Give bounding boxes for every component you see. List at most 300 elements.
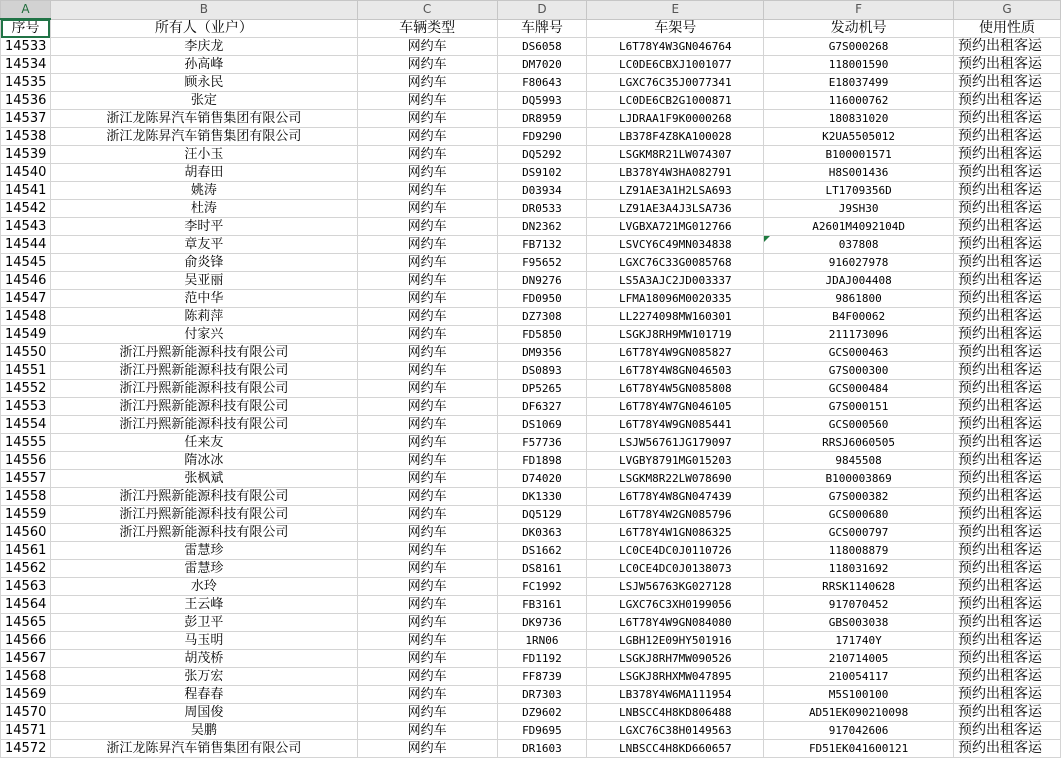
vin-cell[interactable]: L6T78Y4W9GN084080 xyxy=(587,614,764,632)
plate-cell[interactable]: DM9356 xyxy=(497,344,587,362)
engine-cell[interactable]: G7S000151 xyxy=(764,398,954,416)
vehicle-type-cell[interactable]: 网约车 xyxy=(357,488,497,506)
vehicle-type-cell[interactable]: 网约车 xyxy=(357,398,497,416)
vin-cell[interactable]: LS5A3AJC2JD003337 xyxy=(587,272,764,290)
seq-cell[interactable]: 14560 xyxy=(1,524,51,542)
plate-cell[interactable]: DM7020 xyxy=(497,56,587,74)
usage-cell[interactable]: 预约出租客运 xyxy=(954,308,1061,326)
vin-cell[interactable]: LSGKJ8RHXMW047895 xyxy=(587,668,764,686)
usage-cell[interactable]: 预约出租客运 xyxy=(954,560,1061,578)
owner-cell[interactable]: 姚涛 xyxy=(50,182,357,200)
seq-cell[interactable]: 14533 xyxy=(1,38,51,56)
engine-cell[interactable]: 116000762 xyxy=(764,92,954,110)
plate-cell[interactable]: DQ5993 xyxy=(497,92,587,110)
usage-cell[interactable]: 预约出租客运 xyxy=(954,524,1061,542)
vehicle-type-cell[interactable]: 网约车 xyxy=(357,722,497,740)
vin-cell[interactable]: LB378Y4W3HA082791 xyxy=(587,164,764,182)
engine-cell[interactable]: 171740Y xyxy=(764,632,954,650)
engine-cell[interactable]: AD51EK090210098 xyxy=(764,704,954,722)
owner-cell[interactable]: 雷慧珍 xyxy=(50,542,357,560)
plate-cell[interactable]: DS0893 xyxy=(497,362,587,380)
usage-cell[interactable]: 预约出租客运 xyxy=(954,128,1061,146)
vehicle-type-cell[interactable]: 网约车 xyxy=(357,740,497,758)
engine-cell[interactable]: H8S001436 xyxy=(764,164,954,182)
vin-cell[interactable]: LGXC76C33G0085768 xyxy=(587,254,764,272)
usage-cell[interactable]: 预约出租客运 xyxy=(954,632,1061,650)
usage-cell[interactable]: 预约出租客运 xyxy=(954,290,1061,308)
usage-cell[interactable]: 预约出租客运 xyxy=(954,740,1061,758)
plate-cell[interactable]: DS1069 xyxy=(497,416,587,434)
vin-cell[interactable]: LSGKJ8RH9MW101719 xyxy=(587,326,764,344)
seq-cell[interactable]: 14554 xyxy=(1,416,51,434)
column-letter-G[interactable]: G xyxy=(954,1,1061,20)
seq-cell[interactable]: 14548 xyxy=(1,308,51,326)
plate-cell[interactable]: DP5265 xyxy=(497,380,587,398)
owner-cell[interactable]: 隋冰冰 xyxy=(50,452,357,470)
vehicle-type-cell[interactable]: 网约车 xyxy=(357,542,497,560)
seq-cell[interactable]: 14567 xyxy=(1,650,51,668)
usage-cell[interactable]: 预约出租客运 xyxy=(954,164,1061,182)
engine-cell[interactable]: GCS000797 xyxy=(764,524,954,542)
seq-cell[interactable]: 14549 xyxy=(1,326,51,344)
seq-cell[interactable]: 14537 xyxy=(1,110,51,128)
plate-cell[interactable]: FD5850 xyxy=(497,326,587,344)
usage-cell[interactable]: 预约出租客运 xyxy=(954,578,1061,596)
engine-cell[interactable]: E18037499 xyxy=(764,74,954,92)
seq-cell[interactable]: 14558 xyxy=(1,488,51,506)
plate-cell[interactable]: DK9736 xyxy=(497,614,587,632)
vehicle-type-cell[interactable]: 网约车 xyxy=(357,650,497,668)
engine-cell[interactable]: 037808 xyxy=(764,236,954,254)
usage-cell[interactable]: 预约出租客运 xyxy=(954,236,1061,254)
engine-cell[interactable]: RRSJ6060505 xyxy=(764,434,954,452)
usage-cell[interactable]: 预约出租客运 xyxy=(954,416,1061,434)
usage-cell[interactable]: 预约出租客运 xyxy=(954,470,1061,488)
plate-cell[interactable]: DK1330 xyxy=(497,488,587,506)
plate-cell[interactable]: F57736 xyxy=(497,434,587,452)
vin-cell[interactable]: LSJW56761JG179097 xyxy=(587,434,764,452)
vin-cell[interactable]: L6T78Y4W7GN046105 xyxy=(587,398,764,416)
usage-cell[interactable]: 预约出租客运 xyxy=(954,506,1061,524)
usage-cell[interactable]: 预约出租客运 xyxy=(954,398,1061,416)
plate-cell[interactable]: DN9276 xyxy=(497,272,587,290)
plate-cell[interactable]: DK0363 xyxy=(497,524,587,542)
plate-cell[interactable]: D74020 xyxy=(497,470,587,488)
seq-cell[interactable]: 14536 xyxy=(1,92,51,110)
vehicle-type-cell[interactable]: 网约车 xyxy=(357,344,497,362)
owner-cell[interactable]: 浙江丹熙新能源科技有限公司 xyxy=(50,398,357,416)
vin-cell[interactable]: LGXC76C38H0149563 xyxy=(587,722,764,740)
engine-cell[interactable]: LT1709356D xyxy=(764,182,954,200)
vehicle-type-cell[interactable]: 网约车 xyxy=(357,704,497,722)
plate-cell[interactable]: FD1898 xyxy=(497,452,587,470)
plate-cell[interactable]: DR1603 xyxy=(497,740,587,758)
usage-cell[interactable]: 预约出租客运 xyxy=(954,542,1061,560)
engine-cell[interactable]: JDAJ004408 xyxy=(764,272,954,290)
owner-cell[interactable]: 浙江龙陈昇汽车销售集团有限公司 xyxy=(50,110,357,128)
vin-cell[interactable]: LB378Y4W6MA111954 xyxy=(587,686,764,704)
plate-cell[interactable]: DS6058 xyxy=(497,38,587,56)
plate-cell[interactable]: DQ5129 xyxy=(497,506,587,524)
seq-cell[interactable]: 14547 xyxy=(1,290,51,308)
seq-cell[interactable]: 14564 xyxy=(1,596,51,614)
plate-cell[interactable]: DR8959 xyxy=(497,110,587,128)
engine-cell[interactable]: M5S100100 xyxy=(764,686,954,704)
vehicle-type-cell[interactable]: 网约车 xyxy=(357,38,497,56)
usage-cell[interactable]: 预约出租客运 xyxy=(954,272,1061,290)
plate-cell[interactable]: DR7303 xyxy=(497,686,587,704)
seq-cell[interactable]: 14572 xyxy=(1,740,51,758)
vin-cell[interactable]: LC0CE4DC0J0110726 xyxy=(587,542,764,560)
engine-cell[interactable]: GBS003038 xyxy=(764,614,954,632)
vin-cell[interactable]: L6T78Y4W9GN085827 xyxy=(587,344,764,362)
owner-cell[interactable]: 浙江丹熙新能源科技有限公司 xyxy=(50,344,357,362)
plate-cell[interactable]: FB7132 xyxy=(497,236,587,254)
seq-cell[interactable]: 14544 xyxy=(1,236,51,254)
plate-cell[interactable]: 1RN06 xyxy=(497,632,587,650)
vin-cell[interactable]: LC0CE4DC0J0138073 xyxy=(587,560,764,578)
plate-cell[interactable]: F80643 xyxy=(497,74,587,92)
engine-cell[interactable]: J9SH30 xyxy=(764,200,954,218)
engine-cell[interactable]: GCS000463 xyxy=(764,344,954,362)
vehicle-type-cell[interactable]: 网约车 xyxy=(357,200,497,218)
seq-cell[interactable]: 14556 xyxy=(1,452,51,470)
vehicle-type-cell[interactable]: 网约车 xyxy=(357,506,497,524)
engine-cell[interactable]: K2UA5505012 xyxy=(764,128,954,146)
usage-cell[interactable]: 预约出租客运 xyxy=(954,74,1061,92)
vehicle-type-cell[interactable]: 网约车 xyxy=(357,110,497,128)
column-letter-D[interactable]: D xyxy=(497,1,587,20)
plate-cell[interactable]: DF6327 xyxy=(497,398,587,416)
seq-cell[interactable]: 14559 xyxy=(1,506,51,524)
usage-cell[interactable]: 预约出租客运 xyxy=(954,146,1061,164)
engine-cell[interactable]: 211173096 xyxy=(764,326,954,344)
vehicle-type-cell[interactable]: 网约车 xyxy=(357,434,497,452)
engine-cell[interactable]: 917070452 xyxy=(764,596,954,614)
plate-cell[interactable]: DS8161 xyxy=(497,560,587,578)
vehicle-type-cell[interactable]: 网约车 xyxy=(357,56,497,74)
owner-cell[interactable]: 浙江龙陈昇汽车销售集团有限公司 xyxy=(50,128,357,146)
usage-cell[interactable]: 预约出租客运 xyxy=(954,344,1061,362)
vin-cell[interactable]: LL2274098MW160301 xyxy=(587,308,764,326)
table-row xyxy=(1,56,1061,74)
owner-cell[interactable]: 水玲 xyxy=(50,578,357,596)
engine-cell[interactable]: FD51EK041600121 xyxy=(764,740,954,758)
vehicle-type-cell[interactable]: 网约车 xyxy=(357,290,497,308)
engine-cell[interactable]: G7S000382 xyxy=(764,488,954,506)
plate-cell[interactable]: DR0533 xyxy=(497,200,587,218)
vin-cell[interactable]: LSVCY6C49MN034838 xyxy=(587,236,764,254)
owner-cell[interactable]: 吴亚丽 xyxy=(50,272,357,290)
vin-cell[interactable]: LC0DE6CBXJ1001077 xyxy=(587,56,764,74)
column-letter-A[interactable]: A xyxy=(1,1,51,20)
owner-cell[interactable]: 周国俊 xyxy=(50,704,357,722)
seq-cell[interactable]: 14565 xyxy=(1,614,51,632)
vin-cell[interactable]: L6T78Y4W9GN085441 xyxy=(587,416,764,434)
seq-cell[interactable]: 14568 xyxy=(1,668,51,686)
engine-cell[interactable]: 210714005 xyxy=(764,650,954,668)
vin-cell[interactable]: L6T78Y4W3GN046764 xyxy=(587,38,764,56)
engine-cell[interactable]: B4F00062 xyxy=(764,308,954,326)
engine-cell[interactable]: RRSK1140628 xyxy=(764,578,954,596)
seq-cell[interactable]: 14566 xyxy=(1,632,51,650)
vin-cell[interactable]: LVGBXA721MG012766 xyxy=(587,218,764,236)
table-row xyxy=(1,272,1061,290)
vin-cell[interactable]: L6T78Y4W8GN047439 xyxy=(587,488,764,506)
vin-cell[interactable]: LC0DE6CB2G1000871 xyxy=(587,92,764,110)
owner-cell[interactable]: 浙江丹熙新能源科技有限公司 xyxy=(50,380,357,398)
column-letter-C[interactable]: C xyxy=(357,1,497,20)
owner-cell[interactable]: 李时平 xyxy=(50,218,357,236)
plate-cell[interactable]: FC1992 xyxy=(497,578,587,596)
vehicle-type-cell[interactable]: 网约车 xyxy=(357,578,497,596)
table-row xyxy=(1,308,1061,326)
seq-cell[interactable]: 14570 xyxy=(1,704,51,722)
seq-cell[interactable]: 14538 xyxy=(1,128,51,146)
header-cell-engine[interactable]: 发动机号 xyxy=(764,19,954,38)
engine-cell[interactable]: G7S000268 xyxy=(764,38,954,56)
engine-cell[interactable]: 9861800 xyxy=(764,290,954,308)
vin-cell[interactable]: L6T78Y4W8GN046503 xyxy=(587,362,764,380)
vehicle-type-cell[interactable]: 网约车 xyxy=(357,668,497,686)
vehicle-type-cell[interactable]: 网约车 xyxy=(357,182,497,200)
vehicle-type-cell[interactable]: 网约车 xyxy=(357,560,497,578)
seq-cell[interactable]: 14557 xyxy=(1,470,51,488)
seq-cell[interactable]: 14545 xyxy=(1,254,51,272)
header-cell-vin[interactable]: 车架号 xyxy=(587,19,764,38)
engine-cell[interactable]: 9845508 xyxy=(764,452,954,470)
vehicle-type-cell[interactable]: 网约车 xyxy=(357,524,497,542)
usage-cell[interactable]: 预约出租客运 xyxy=(954,254,1061,272)
vin-cell[interactable]: LVGBY8791MG015203 xyxy=(587,452,764,470)
engine-cell[interactable]: GCS000680 xyxy=(764,506,954,524)
plate-cell[interactable]: DS9102 xyxy=(497,164,587,182)
seq-cell[interactable]: 14563 xyxy=(1,578,51,596)
header-row xyxy=(1,19,1061,38)
owner-cell[interactable]: 马玉明 xyxy=(50,632,357,650)
plate-cell[interactable]: DN2362 xyxy=(497,218,587,236)
owner-cell[interactable]: 浙江丹熙新能源科技有限公司 xyxy=(50,506,357,524)
seq-cell[interactable]: 14569 xyxy=(1,686,51,704)
vehicle-type-cell[interactable]: 网约车 xyxy=(357,470,497,488)
header-cell-seq[interactable]: 序号 xyxy=(1,19,51,38)
usage-cell[interactable]: 预约出租客运 xyxy=(954,182,1061,200)
owner-cell[interactable]: 胡春田 xyxy=(50,164,357,182)
owner-cell[interactable]: 陈莉萍 xyxy=(50,308,357,326)
usage-cell[interactable]: 预约出租客运 xyxy=(954,218,1061,236)
usage-cell[interactable]: 预约出租客运 xyxy=(954,434,1061,452)
usage-cell[interactable]: 预约出租客运 xyxy=(954,488,1061,506)
vin-cell[interactable]: LJDRAA1F9K0000268 xyxy=(587,110,764,128)
owner-cell[interactable]: 顾永民 xyxy=(50,74,357,92)
vehicle-type-cell[interactable]: 网约车 xyxy=(357,326,497,344)
usage-cell[interactable]: 预约出租客运 xyxy=(954,704,1061,722)
vin-cell[interactable]: LSGKM8R21LW074307 xyxy=(587,146,764,164)
vehicle-type-cell[interactable]: 网约车 xyxy=(357,254,497,272)
vehicle-type-cell[interactable]: 网约车 xyxy=(357,452,497,470)
engine-cell[interactable]: 180831020 xyxy=(764,110,954,128)
owner-cell[interactable]: 浙江龙陈昇汽车销售集团有限公司 xyxy=(50,740,357,758)
usage-cell[interactable]: 预约出租客运 xyxy=(954,668,1061,686)
owner-cell[interactable]: 张枫斌 xyxy=(50,470,357,488)
plate-cell[interactable]: FD0950 xyxy=(497,290,587,308)
owner-cell[interactable]: 浙江丹熙新能源科技有限公司 xyxy=(50,524,357,542)
vin-cell[interactable]: L6T78Y4W2GN085796 xyxy=(587,506,764,524)
engine-cell[interactable]: G7S000300 xyxy=(764,362,954,380)
plate-cell[interactable]: FD9695 xyxy=(497,722,587,740)
owner-cell[interactable]: 章友平 xyxy=(50,236,357,254)
vin-cell[interactable]: LSGKJ8RH7MW090526 xyxy=(587,650,764,668)
owner-cell[interactable]: 胡茂桥 xyxy=(50,650,357,668)
plate-cell[interactable]: F95652 xyxy=(497,254,587,272)
header-cell-vehicle-type[interactable]: 车辆类型 xyxy=(357,19,497,38)
column-letter-B[interactable]: B xyxy=(50,1,357,20)
vehicle-type-cell[interactable]: 网约车 xyxy=(357,416,497,434)
plate-cell[interactable]: DZ7308 xyxy=(497,308,587,326)
seq-cell[interactable]: 14546 xyxy=(1,272,51,290)
owner-cell[interactable]: 浙江丹熙新能源科技有限公司 xyxy=(50,488,357,506)
vehicle-type-cell[interactable]: 网约车 xyxy=(357,218,497,236)
seq-cell[interactable]: 14550 xyxy=(1,344,51,362)
usage-cell[interactable]: 预约出租客运 xyxy=(954,650,1061,668)
owner-cell[interactable]: 孙高峰 xyxy=(50,56,357,74)
owner-cell[interactable]: 范中华 xyxy=(50,290,357,308)
usage-cell[interactable]: 预约出租客运 xyxy=(954,362,1061,380)
seq-cell[interactable]: 14571 xyxy=(1,722,51,740)
owner-cell[interactable]: 汪小玉 xyxy=(50,146,357,164)
vin-cell[interactable]: LGXC76C3XH0199056 xyxy=(587,596,764,614)
vehicle-type-cell[interactable]: 网约车 xyxy=(357,272,497,290)
owner-cell[interactable]: 杜涛 xyxy=(50,200,357,218)
owner-cell[interactable]: 俞炎锋 xyxy=(50,254,357,272)
vin-cell[interactable]: LB378F4Z8KA100028 xyxy=(587,128,764,146)
vin-cell[interactable]: LGBH12E09HY501916 xyxy=(587,632,764,650)
owner-cell[interactable]: 雷慧珍 xyxy=(50,560,357,578)
header-cell-plate[interactable]: 车牌号 xyxy=(497,19,587,38)
owner-cell[interactable]: 付家兴 xyxy=(50,326,357,344)
usage-cell[interactable]: 预约出租客运 xyxy=(954,92,1061,110)
column-letter-F[interactable]: F xyxy=(764,1,954,20)
vehicle-type-cell[interactable]: 网约车 xyxy=(357,686,497,704)
vin-cell[interactable]: LNBSCC4H8KD806488 xyxy=(587,704,764,722)
owner-cell[interactable]: 吴鹏 xyxy=(50,722,357,740)
owner-cell[interactable]: 张定 xyxy=(50,92,357,110)
vehicle-type-cell[interactable]: 网约车 xyxy=(357,146,497,164)
plate-cell[interactable]: FD1192 xyxy=(497,650,587,668)
owner-cell[interactable]: 任来友 xyxy=(50,434,357,452)
owner-cell[interactable]: 程春春 xyxy=(50,686,357,704)
seq-cell[interactable]: 14534 xyxy=(1,56,51,74)
engine-cell[interactable]: A2601M4092104D xyxy=(764,218,954,236)
usage-cell[interactable]: 预约出租客运 xyxy=(954,326,1061,344)
plate-cell[interactable]: FB3161 xyxy=(497,596,587,614)
table-row xyxy=(1,704,1061,722)
engine-cell[interactable]: 210054117 xyxy=(764,668,954,686)
usage-cell[interactable]: 预约出租客运 xyxy=(954,614,1061,632)
vin-cell[interactable]: L6T78Y4W5GN085808 xyxy=(587,380,764,398)
seq-cell[interactable]: 14552 xyxy=(1,380,51,398)
seq-cell[interactable]: 14553 xyxy=(1,398,51,416)
vin-cell[interactable]: LSGKM8R22LW078690 xyxy=(587,470,764,488)
seq-cell[interactable]: 14535 xyxy=(1,74,51,92)
seq-cell[interactable]: 14541 xyxy=(1,182,51,200)
usage-cell[interactable]: 预约出租客运 xyxy=(954,380,1061,398)
vehicle-type-cell[interactable]: 网约车 xyxy=(357,380,497,398)
owner-cell[interactable]: 浙江丹熙新能源科技有限公司 xyxy=(50,362,357,380)
vehicle-type-cell[interactable]: 网约车 xyxy=(357,362,497,380)
vin-cell[interactable]: LSJW56763KG027128 xyxy=(587,578,764,596)
vehicle-type-cell[interactable]: 网约车 xyxy=(357,92,497,110)
header-cell-usage[interactable]: 使用性质 xyxy=(954,19,1061,38)
engine-cell[interactable]: 118008879 xyxy=(764,542,954,560)
seq-cell[interactable]: 14543 xyxy=(1,218,51,236)
plate-cell[interactable]: DZ9602 xyxy=(497,704,587,722)
engine-cell[interactable]: GCS000560 xyxy=(764,416,954,434)
vin-cell[interactable]: LZ91AE3A1H2LSA693 xyxy=(587,182,764,200)
plate-cell[interactable]: DS1662 xyxy=(497,542,587,560)
engine-cell[interactable]: 118031692 xyxy=(764,560,954,578)
usage-cell[interactable]: 预约出租客运 xyxy=(954,56,1061,74)
vehicle-type-cell[interactable]: 网约车 xyxy=(357,128,497,146)
usage-cell[interactable]: 预约出租客运 xyxy=(954,38,1061,56)
owner-cell[interactable]: 张万宏 xyxy=(50,668,357,686)
usage-cell[interactable]: 预约出租客运 xyxy=(954,722,1061,740)
vehicle-type-cell[interactable]: 网约车 xyxy=(357,596,497,614)
seq-cell[interactable]: 14540 xyxy=(1,164,51,182)
seq-cell[interactable]: 14555 xyxy=(1,434,51,452)
seq-cell[interactable]: 14551 xyxy=(1,362,51,380)
vehicle-type-cell[interactable]: 网约车 xyxy=(357,308,497,326)
owner-cell[interactable]: 王云峰 xyxy=(50,596,357,614)
vin-cell[interactable]: L6T78Y4W1GN086325 xyxy=(587,524,764,542)
vehicle-type-cell[interactable]: 网约车 xyxy=(357,74,497,92)
vehicle-type-cell[interactable]: 网约车 xyxy=(357,164,497,182)
vehicle-type-cell[interactable]: 网约车 xyxy=(357,614,497,632)
vin-cell[interactable]: LFMA18096M0020335 xyxy=(587,290,764,308)
engine-cell[interactable]: B100001571 xyxy=(764,146,954,164)
owner-cell[interactable]: 李庆龙 xyxy=(50,38,357,56)
usage-cell[interactable]: 预约出租客运 xyxy=(954,596,1061,614)
engine-cell[interactable]: 118001590 xyxy=(764,56,954,74)
vehicle-type-cell[interactable]: 网约车 xyxy=(357,632,497,650)
seq-cell[interactable]: 14539 xyxy=(1,146,51,164)
usage-cell[interactable]: 预约出租客运 xyxy=(954,110,1061,128)
seq-cell[interactable]: 14542 xyxy=(1,200,51,218)
owner-cell[interactable]: 彭卫平 xyxy=(50,614,357,632)
vin-cell[interactable]: LNBSCC4H8KD660657 xyxy=(587,740,764,758)
seq-cell[interactable]: 14562 xyxy=(1,560,51,578)
engine-cell[interactable]: 917042606 xyxy=(764,722,954,740)
engine-cell[interactable]: 916027978 xyxy=(764,254,954,272)
engine-cell[interactable]: B100003869 xyxy=(764,470,954,488)
vin-cell[interactable]: LZ91AE3A4J3LSA736 xyxy=(587,200,764,218)
header-cell-owner[interactable]: 所有人（业户） xyxy=(50,19,357,38)
owner-cell[interactable]: 浙江丹熙新能源科技有限公司 xyxy=(50,416,357,434)
usage-cell[interactable]: 预约出租客运 xyxy=(954,686,1061,704)
column-letter-E[interactable]: E xyxy=(587,1,764,20)
usage-cell[interactable]: 预约出租客运 xyxy=(954,452,1061,470)
table-row xyxy=(1,488,1061,506)
plate-cell[interactable]: FD9290 xyxy=(497,128,587,146)
plate-cell[interactable]: D03934 xyxy=(497,182,587,200)
plate-cell[interactable]: FF8739 xyxy=(497,668,587,686)
usage-cell[interactable]: 预约出租客运 xyxy=(954,200,1061,218)
engine-cell[interactable]: GCS000484 xyxy=(764,380,954,398)
vehicle-type-cell[interactable]: 网约车 xyxy=(357,236,497,254)
seq-cell[interactable]: 14561 xyxy=(1,542,51,560)
plate-cell[interactable]: DQ5292 xyxy=(497,146,587,164)
vin-cell[interactable]: LGXC76C35J0077341 xyxy=(587,74,764,92)
